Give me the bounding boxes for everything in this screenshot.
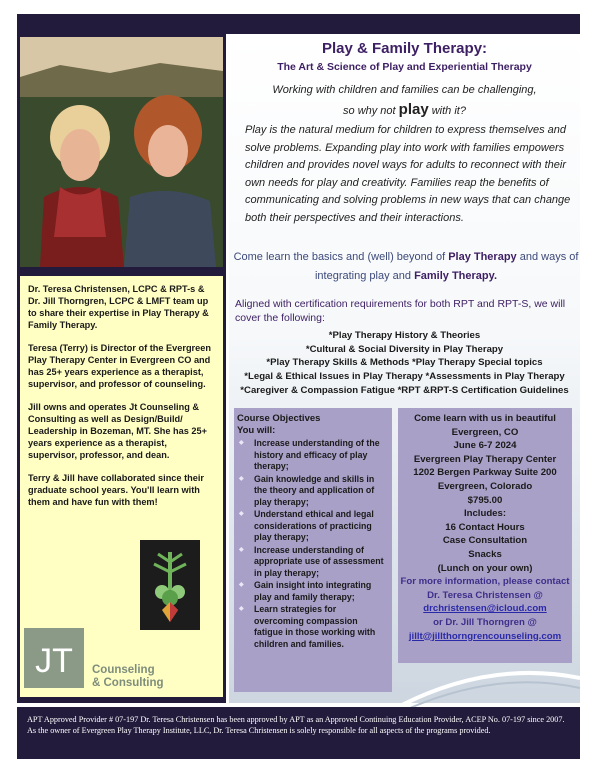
certification-alignment: Aligned with certification requirements for both RPT and RPT-S, we will cover the following:: [235, 298, 566, 324]
decorative-swoosh: [400, 660, 580, 710]
photo-illustration: [20, 37, 223, 267]
topic-item: *Legal & Ethical Issues in Play Therapy *Assessments in Play Therapy: [244, 371, 565, 383]
jt-logo: [24, 628, 84, 688]
jt-logo-mark: [24, 628, 84, 688]
event-venue: Evergreen Play Therapy Center: [413, 453, 557, 465]
topic-item: *Cultural & Social Diversity in Play Therapy: [305, 343, 504, 355]
jt-logo-line2: & Consulting: [92, 677, 164, 689]
event-city: Evergreen, CO: [451, 426, 519, 438]
objectives-subheading: You will:: [237, 425, 276, 436]
contact-info-jill: or Dr. Jill Thorngren @: [433, 616, 537, 628]
objective-item: ◆ Gain knowledge and skills in the theory and application of play therapy;: [237, 474, 388, 509]
tree-family-icon: [140, 540, 200, 630]
event-price: $795.00: [467, 494, 503, 506]
email-link-teresa[interactable]: drchristensen@icloud.com: [423, 603, 547, 615]
objective-item: ◆ Increase understanding of appropriate use of assessment in play therapy;: [237, 545, 388, 580]
bio-collaboration: Terry & Jill have collaborated since their graduate school years. You'll learn with them and have fun with them!: [28, 473, 204, 507]
topic-item: *Caregiver & Compassion Fatigue *RPT &RPT-S Certification Guidelines: [240, 384, 569, 396]
contact-info: For more information, please contact Dr. Teresa Christensen @: [400, 576, 570, 601]
play-word: play: [398, 101, 429, 118]
intro-tagline: [229, 81, 580, 121]
intro-line1: Working with children and families can be challenging,: [272, 84, 537, 96]
bio-jill: Jill owns and operates Jt Counseling & Consulting as well as Design/Build/ Leadership in Bozeman, MT. She has 25+ years experience as a therapist, supervisor, professor, and dean.: [28, 402, 207, 460]
event-snacks: Snacks: [468, 548, 502, 560]
topic-item: *Play Therapy Skills & Methods *Play Therapy Special topics: [266, 357, 543, 369]
objectives-heading: Course Objectives: [237, 413, 321, 424]
event-city-state: Evergreen, Colorado: [437, 480, 533, 492]
family-therapy-highlight: Family Therapy.: [414, 270, 497, 282]
objective-item: ◆ Increase understanding of the history and efficacy of play therapy;: [237, 438, 388, 473]
event-includes: Includes:: [463, 508, 507, 520]
jt-logo-line1: Counseling: [92, 664, 155, 676]
apt-provider-notice: APT Approved Provider # 07-197 Dr. Teresa Christensen has been approved by APT as an Approved Continuing Education Provider, ACEP No. 07-197 since 2007. As the owner of Evergreen Play Therapy Institute, LLC, Dr. Teresa Christensen is solely responsible for all aspects of the programs provided.: [27, 715, 565, 735]
event-lunch: (Lunch on your own): [437, 562, 533, 574]
topic-item: *Play Therapy History & Theories: [328, 330, 481, 341]
course-objectives-box: [234, 408, 392, 692]
page-title: Play & Family Therapy:: [321, 40, 488, 57]
event-details-box: [398, 408, 572, 663]
bio-teresa: Teresa (Terry) is Director of the Evergreen Play Therapy Center in Evergreen CO and has 25+ years experience as a therapist, supervisor, and professor of counseling.: [28, 343, 211, 389]
event-dates: June 6-7 2024: [453, 440, 517, 452]
bio-intro: Dr. Teresa Christensen, LCPC & RPT-s & Dr. Jill Thorngren, LCPC & LMFT team up to share their expertise in Play Therapy & Family Therapy.: [28, 284, 209, 330]
footer-disclaimer: [17, 707, 580, 759]
event-hours: 16 Contact Hours: [445, 521, 525, 533]
presenters-photo: [20, 37, 223, 267]
objective-item: ◆ Gain insight into integrating play and family therapy;: [237, 580, 388, 603]
topics-list: [229, 329, 580, 398]
play-therapy-highlight: Play Therapy: [448, 251, 517, 263]
jt-logo-text: [92, 664, 164, 690]
page-subtitle: The Art & Science of Play and Experiential Therapy: [277, 61, 532, 73]
objective-item: ◆ Understand ethical and legal considerations of practicing play therapy;: [237, 509, 388, 544]
learn-statement: Come learn the basics and (well) beyond of Play Therapy and ways of integrating play and Family Therapy.: [233, 251, 579, 282]
event-consultation: Case Consultation: [442, 535, 528, 547]
event-intro: Come learn with us in beautiful: [414, 413, 556, 424]
intro-line2: so why not play with it?: [343, 101, 466, 118]
email-link-jill[interactable]: jillt@jillthorngrencounseling.com: [408, 630, 562, 642]
play-therapy-logo: [140, 540, 200, 630]
top-banner: [17, 14, 580, 34]
objective-item: ◆ Learn strategies for overcoming compassion fatigue in those working with children and families.: [237, 604, 388, 650]
svg-text:JT: JT: [35, 642, 73, 680]
event-address: 1202 Bergen Parkway Suite 200: [413, 467, 557, 479]
objectives-list: [237, 438, 388, 650]
intro-paragraph: Play is the natural medium for children to express themselves and solve problems. Expanding play into work with families empowers children and provides novel ways for adults to reconnect with their own needs for play and creativity. Families reap the benefits of communicating and solving problems in new ways that can change both their perspectives and their interactions.: [245, 124, 571, 224]
